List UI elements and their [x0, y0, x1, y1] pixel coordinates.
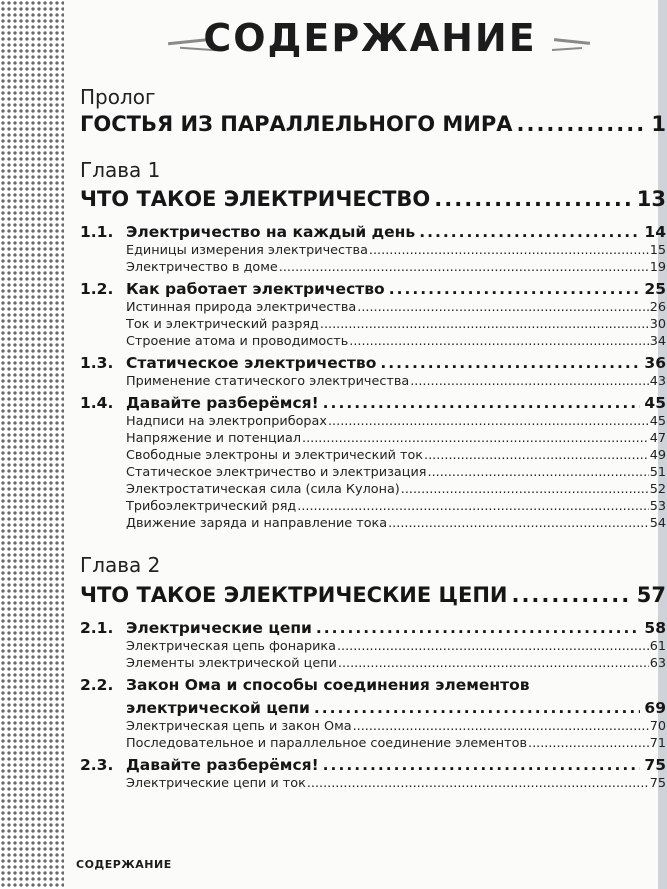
entry-title: Электростатическая сила (сила Кулона) [126, 482, 400, 497]
page-number: 49 [649, 448, 666, 463]
page-title-block [150, 10, 590, 68]
page-number: 63 [649, 656, 666, 671]
page-number: 26 [649, 300, 666, 315]
page-number: 36 [644, 354, 666, 372]
running-footer: СОДЕРЖАНИЕ [76, 858, 172, 871]
dot-leader [528, 735, 649, 752]
dot-leader [349, 333, 648, 350]
entry-title: Электрические цепи и ток [126, 776, 306, 791]
page-number: 43 [649, 374, 666, 389]
entry-title: Движение заряда и направление тока [126, 516, 388, 531]
page-number: 69 [644, 699, 666, 717]
entry-title: Надписи на электроприборах [126, 414, 327, 429]
entry-title: Давайте разберёмся! [126, 394, 319, 412]
toc-entry-section[interactable] [80, 755, 666, 775]
page-number: 71 [649, 736, 666, 751]
dot-leader [279, 259, 649, 276]
entry-title: Строение атома и проводимость [126, 334, 349, 349]
toc-entry-chapter[interactable] [80, 583, 666, 608]
toc-entry-subsection[interactable] [80, 498, 666, 515]
chapter-label: Глава 1 [80, 158, 161, 182]
toc-entry-section-continuation[interactable] [80, 698, 666, 718]
dot-leader [307, 775, 649, 792]
dot-leader [337, 638, 649, 655]
page-number: 30 [649, 317, 666, 332]
toc-entry-subsection[interactable] [80, 655, 666, 672]
entry-title: Давайте разберёмся! [126, 756, 319, 774]
dot-leader [314, 698, 641, 718]
dot-leader [380, 353, 640, 373]
dot-leader [357, 299, 648, 316]
entry-title: Электрические цепи [126, 619, 312, 637]
page-number: 45 [649, 414, 666, 429]
dot-leader [424, 447, 649, 464]
dot-leader [419, 222, 640, 242]
dot-leader [338, 655, 649, 672]
prologue-label: Пролог [80, 85, 156, 109]
page-title: СОДЕРЖАНИЕ [203, 16, 537, 60]
toc-entry-subsection[interactable] [80, 333, 666, 350]
dot-leader [323, 393, 641, 413]
dot-leader [517, 112, 648, 137]
toc-entry-subsection[interactable] [80, 515, 666, 532]
page-number: 75 [644, 756, 666, 774]
page-number: 70 [649, 719, 666, 734]
toc-entry-section[interactable] [80, 353, 666, 373]
page-number: 75 [649, 776, 666, 791]
page-number: 52 [649, 482, 666, 497]
entry-title: Электрическая цепь и закон Ома [126, 719, 352, 734]
toc-entry-section[interactable] [80, 222, 666, 242]
entry-title: Напряжение и потенциал [126, 431, 302, 446]
dot-leader [434, 187, 632, 212]
toc-entry-subsection[interactable] [80, 316, 666, 333]
dot-leader [316, 618, 641, 638]
dot-leader [320, 316, 649, 333]
entry-title: ЧТО ТАКОЕ ЭЛЕКТРИЧЕСКИЕ ЦЕПИ [80, 583, 508, 607]
section-number: 1.1. [80, 223, 114, 241]
section-number: 2.2. [80, 676, 114, 694]
toc-entry-subsection[interactable] [80, 464, 666, 481]
dot-leader [297, 498, 648, 515]
page-number: 1 [651, 112, 666, 136]
table-of-contents [80, 86, 666, 792]
dot-leader [401, 481, 649, 498]
page-number: 58 [644, 619, 666, 637]
entry-title: Элементы электрической цепи [126, 656, 337, 671]
dot-leader [388, 515, 649, 532]
entry-title: Единицы измерения электричества [126, 243, 368, 258]
toc-entry-subsection[interactable] [80, 242, 666, 259]
toc-entry-subsection[interactable] [80, 413, 666, 430]
toc-entry-subsection[interactable] [80, 718, 666, 735]
toc-entry-subsection[interactable] [80, 259, 666, 276]
dot-leader [323, 755, 641, 775]
entry-title: Закон Ома и способы соединения элементов [126, 676, 530, 694]
dotted-margin-pattern [0, 0, 64, 889]
section-number: 1.4. [80, 394, 114, 412]
page-number: 19 [649, 260, 666, 275]
entry-title: Электрическая цепь фонарика [126, 639, 336, 654]
dot-leader [511, 583, 632, 608]
entry-title: электрической цепи [126, 699, 310, 717]
entry-title: ЧТО ТАКОЕ ЭЛЕКТРИЧЕСТВО [80, 187, 431, 211]
dot-leader [302, 430, 649, 447]
section-number: 2.3. [80, 756, 114, 774]
toc-entry-subsection[interactable] [80, 373, 666, 390]
page-number: 47 [649, 431, 666, 446]
toc-entry-subsection[interactable] [80, 447, 666, 464]
chapter-label: Глава 2 [80, 553, 161, 577]
entry-title: Трибоэлектрический ряд [126, 499, 297, 514]
page-number: 53 [649, 499, 666, 514]
toc-entry-subsection[interactable] [80, 775, 666, 792]
dot-leader [353, 718, 649, 735]
dot-leader [369, 242, 649, 259]
entry-title: Статическое электричество [126, 354, 377, 372]
section-number: 1.3. [80, 354, 114, 372]
entry-title: ГОСТЬЯ ИЗ ПАРАЛЛЕЛЬНОГО МИРА [80, 112, 513, 136]
section-number: 1.2. [80, 280, 114, 298]
page-number: 13 [636, 187, 666, 211]
toc-entry-section[interactable] [80, 279, 666, 299]
entry-title: Истинная природа электричества [126, 300, 357, 315]
toc-entry-subsection[interactable] [80, 735, 666, 752]
toc-entry-section[interactable] [80, 393, 666, 413]
page-number: 45 [644, 394, 666, 412]
toc-entry-prologue[interactable] [80, 112, 666, 137]
page-number: 25 [644, 280, 666, 298]
entry-title: Применение статического электричества [126, 374, 410, 389]
toc-entry-chapter[interactable] [80, 187, 666, 212]
page-number: 15 [649, 243, 666, 258]
entry-title: Ток и электрический разряд [126, 317, 319, 332]
page-number: 57 [636, 583, 666, 607]
section-number: 2.1. [80, 619, 114, 637]
entry-title: Свободные электроны и электрический ток [126, 448, 424, 463]
page-number: 61 [649, 639, 666, 654]
dot-leader [428, 464, 649, 481]
toc-entry-section[interactable] [80, 675, 666, 695]
page-number: 34 [649, 334, 666, 349]
entry-title: Как работает электричество [126, 280, 385, 298]
dot-leader [410, 373, 648, 390]
toc-entry-subsection[interactable] [80, 430, 666, 447]
dot-leader [328, 413, 649, 430]
entry-title: Электричество в доме [126, 260, 278, 275]
entry-title: Последовательное и параллельное соединение элементов [126, 736, 527, 751]
toc-entry-section[interactable] [80, 618, 666, 638]
toc-entry-subsection[interactable] [80, 638, 666, 655]
toc-entry-subsection[interactable] [80, 299, 666, 316]
page-number: 14 [644, 223, 666, 241]
entry-title: Электричество на каждый день [126, 223, 416, 241]
dot-leader [389, 279, 641, 299]
toc-entry-subsection[interactable] [80, 481, 666, 498]
entry-title: Статическое электричество и электризация [126, 465, 427, 480]
page-number: 51 [649, 465, 666, 480]
page-number: 54 [649, 516, 666, 531]
